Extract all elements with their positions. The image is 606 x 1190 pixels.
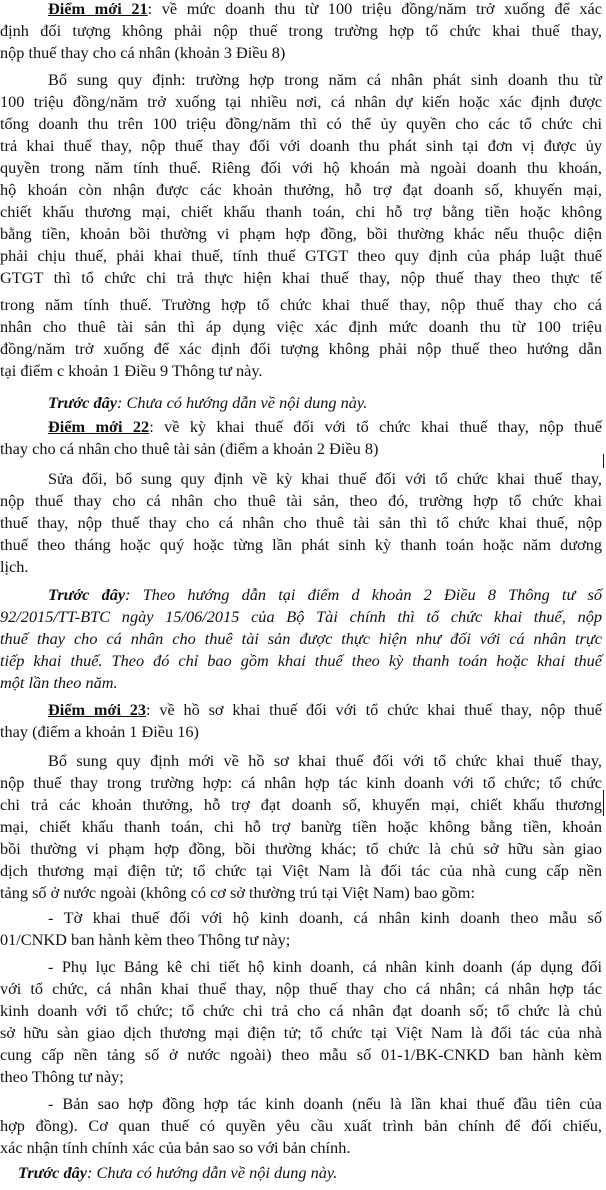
paragraph-line: GTGT thì tổ chức chi trả thực hiện khai thuế thay, nộp thuế thay theo thực tế [0, 268, 602, 287]
paragraph-line: trả khai thuế thay, nộp thuế thay đối với doanh thu phát sinh tại đơn vị được ủy [0, 136, 602, 155]
previous-note-21 [0, 392, 606, 414]
margin-mark [603, 454, 604, 468]
paragraph-line: thuế theo tháng hoặc quý hoặc từng lần phát sinh kỳ thanh toán hoặc năm dương [0, 535, 602, 554]
section-heading-21 [0, 0, 602, 20]
paragraph-line: tổng doanh thu trên 100 triệu đồng/năm thì có thể ủy quyền cho các tổ chức chi [0, 114, 602, 133]
list-item: - Phụ lục Bảng kê chi tiết hộ kinh doanh, cá nhân kinh doanh (áp dụng đối [48, 957, 602, 976]
list-item-line: sở hữu sàn giao dịch thương mại điện tử; tổ chức tại Việt Nam là đối tác của nhà [0, 1023, 602, 1042]
paragraph-line: lịch. [0, 557, 29, 576]
previous-line: một lần theo năm. [0, 673, 118, 692]
paragraph-line: dịch thương mại điện tử; tổ chức tại Việt Nam là đối tác của nhà cung cấp nền [0, 861, 602, 880]
previous-line: 92/2015/TT-BTC ngày 15/06/2015 của Bộ Tài chính thì tổ chức khai thuế, nộp [0, 607, 602, 626]
paragraph-line: hộ khoán còn nhận được các khoản thưởng, hỗ trợ đạt doanh số, khuyến mại, [0, 180, 602, 199]
list-item-line: theo Thông tư này; [0, 1067, 124, 1086]
paragraph-line: nộp thuế thay cho cá nhân cho thuê tài sản, theo đó, trường hợp tổ chức khai [0, 491, 602, 510]
heading-line: thay (điểm a khoản 1 Điều 16) [0, 722, 199, 741]
paragraph-line: bằng tiền, khoản bồi thường vi phạm hợp đồng, bồi thường khác nếu thuộc diện [0, 224, 602, 243]
paragraph-line: thuế thay, nộp thuế thay cho cá nhân cho thuê tài sản thì tổ chức khai thuế, nộp [0, 513, 602, 532]
paragraph-line: nhân cho thuê tài sản thì áp dụng việc xác định mức doanh thu từ 100 triệu [0, 317, 602, 336]
previous-text: : Theo hướng dẫn tại điểm d khoản 2 Điều 8 Thông tư số [125, 585, 602, 604]
heading-line: thay cho cá nhân cho thuê tài sản (điểm a khoản 2 Điều 8) [0, 439, 379, 458]
paragraph-line: Sửa đổi, bổ sung quy định về kỳ khai thuế đối với tổ chức khai thuế thay, [48, 469, 602, 488]
previous-note-23 [0, 1162, 606, 1184]
paragraph-line: tại điểm c khoản 1 Điều 9 Thông tư này. [0, 361, 263, 380]
section-heading-22 [0, 416, 602, 438]
paragraph-line: tảng số ở nước ngoài (không có cơ sở thường trú tại Việt Nam) bao gồm: [0, 883, 475, 902]
list-item-line: hợp đồng). Cơ quan thuế có quyền yêu cầu xuất trình bản chính để đối chiếu, [0, 1116, 602, 1135]
paragraph-line: trong năm tính thuế. Trường hợp tổ chức khai thuế thay, nộp thuế thay cho cá [0, 295, 602, 314]
paragraph-line: Bổ sung quy định: trường hợp trong năm cá nhân phát sinh doanh thu từ [48, 70, 602, 89]
list-item-line: kinh doanh với tổ chức; tổ chức chi trả cho cá nhân đạt doanh số; tổ chức là chủ [0, 1001, 602, 1020]
paragraph-line: nộp thuế thay trong trường hợp: cá nhân hợp tác kinh doanh với tổ chức; tổ chức [0, 773, 602, 792]
list-item: - Bản sao hợp đồng hợp tác kinh doanh (nếu là lần khai thuế đầu tiên của [48, 1094, 602, 1113]
heading-text: : về hồ sơ khai thuế đối với tổ chức khai thuế thay, nộp thuế [146, 700, 603, 719]
section-heading-23 [0, 699, 602, 721]
previous-text: : Chưa có hướng dẫn về nội dung này. [86, 1163, 338, 1182]
list-item-line: cung cấp nền tảng số ở nước ngoài) theo mẫu số 01-1/BK-CNKD ban hành kèm [0, 1045, 602, 1064]
list-item-line: 01/CNKD ban hành kèm theo Thông tư này; [0, 930, 291, 949]
paragraph-line: bồi thường vi phạm hợp đồng, bồi thường khác; tổ chức là chủ sở hữu sàn giao [0, 839, 602, 858]
paragraph-line: phải chịu thuế, phải khai thuế, tính thuế GTGT theo quy định của pháp luật thuế [0, 246, 602, 265]
heading-line: định đối tượng không phải nộp thuế trong trường hợp tổ chức khai thuế thay, [0, 21, 602, 40]
paragraph-line: chi trả các khoản thưởng, hỗ trợ đạt doanh số, khuyến mại, chiết khấu thương [0, 795, 602, 814]
heading-label: Điểm mới 21 [48, 0, 148, 18]
heading-label: Điểm mới 22 [48, 417, 150, 436]
previous-label: Trước đây [48, 585, 126, 604]
paragraph-line: chiết khấu thương mại, chiết khấu thanh toán, chi hỗ trợ bằng tiền hoặc không [0, 202, 602, 221]
previous-line: tiếp khai thuế. Theo đó chỉ bao gồm khai thuế theo kỳ thanh toán hoặc khai thuế [0, 651, 602, 670]
paragraph-line: mại, chiết khấu thanh toán, chi hỗ trợ banừg tiền hoặc không bằng tiền, khoản [0, 817, 602, 836]
paragraph-line: Bổ sung quy định mới về hồ sơ khai thuế đối với tổ chức khai thuế thay, [48, 751, 602, 770]
previous-line: thuế thay cho cá nhân cho thuê tài sản được thực hiện như đối với cá nhân trực [0, 629, 602, 648]
list-item: - Tờ khai thuế đối với hộ kinh doanh, cá nhân kinh doanh theo mẫu số [48, 908, 602, 927]
list-item-line: với tổ chức, cá nhân khai thuế thay, nộp thuế thay cho cá nhân; cá nhân hợp tác [0, 979, 602, 998]
list-item-line: xác nhận tính chính xác của bản sao so với bản chính. [0, 1138, 351, 1157]
margin-mark [603, 790, 604, 816]
previous-label: Trước đây [48, 393, 117, 412]
heading-line: nộp thuế thay cho cá nhân (khoản 3 Điều 8) [0, 43, 286, 62]
heading-text: : về mức doanh thu từ 100 triệu đồng/năm trở xuống để xác [147, 0, 603, 18]
previous-text: : Chưa có hướng dẫn về nội dung này. [116, 393, 368, 412]
heading-label: Điểm mới 23 [48, 700, 147, 719]
paragraph-line: quyền trong năm tính thuế. Riêng đối với hộ khoán mà ngoài doanh thu khoán, [0, 158, 602, 177]
heading-text: : về kỳ khai thuế đối với tổ chức khai thuế thay, nộp thuế [149, 417, 602, 436]
previous-label: Trước đây [18, 1163, 87, 1182]
previous-note-22 [0, 584, 602, 606]
paragraph-line: đồng/năm trở xuống để xác định đối tượng không phải nộp thuế theo hướng dẫn [0, 339, 602, 358]
paragraph-line: 100 triệu đồng/năm trở xuống tại nhiều nơi, cá nhân dự kiến hoặc xác định được [0, 92, 602, 111]
